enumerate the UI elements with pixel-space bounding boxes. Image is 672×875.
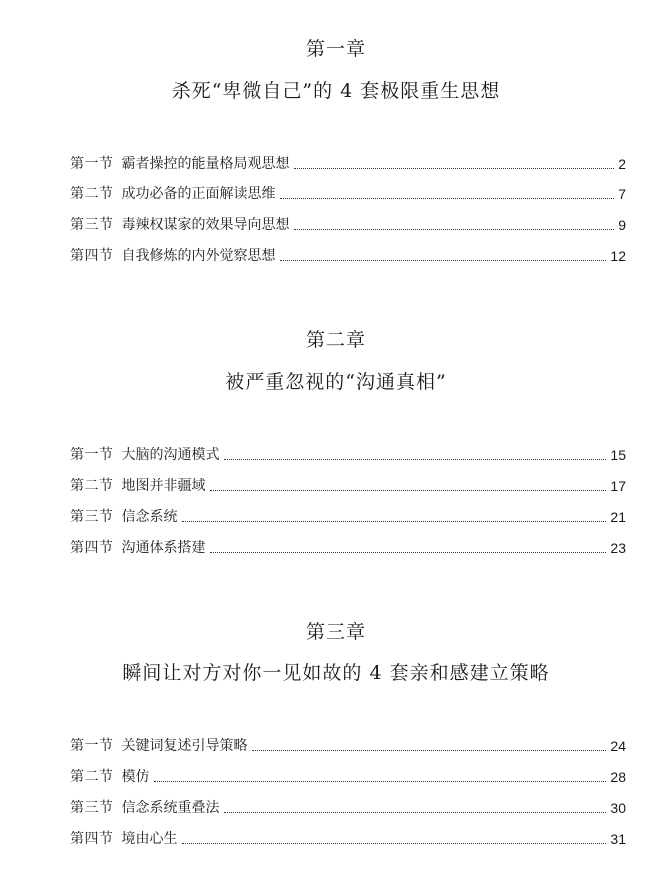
toc-entry[interactable] <box>70 798 626 818</box>
section-number: 第二节 <box>70 769 114 785</box>
toc-entry[interactable] <box>70 215 626 235</box>
page-number: 15 <box>610 447 626 463</box>
section-number: 第四节 <box>70 248 114 264</box>
section-number: 第二节 <box>70 478 114 494</box>
dot-leader <box>224 812 607 813</box>
dot-leader <box>252 750 607 751</box>
section-number: 第二节 <box>70 186 114 202</box>
toc-entry[interactable] <box>70 538 626 558</box>
section-number: 第一节 <box>70 447 114 463</box>
section-number: 第三节 <box>70 800 114 816</box>
toc-entry[interactable] <box>70 829 626 849</box>
dot-leader <box>280 198 615 199</box>
section-title: 信念系统重叠法 <box>121 800 220 816</box>
section-title: 关键词复述引导策略 <box>121 738 248 754</box>
section-number: 第一节 <box>70 156 114 172</box>
section-number: 第三节 <box>70 217 114 233</box>
page-number: 17 <box>610 478 626 494</box>
section-title: 沟通体系搭建 <box>121 540 206 556</box>
dot-leader <box>210 490 607 491</box>
section-number: 第一节 <box>70 738 114 754</box>
toc-entry[interactable] <box>70 154 626 174</box>
chapter-3-title: 瞬间让对方对你一见如故的 4 套亲和感建立策略 <box>122 662 550 684</box>
section-title: 毒辣权谋家的效果导向思想 <box>121 217 290 233</box>
page-number: 21 <box>610 509 626 525</box>
section-title: 信念系统 <box>121 509 178 525</box>
page-number: 7 <box>618 186 626 202</box>
toc-entry[interactable] <box>70 767 626 787</box>
section-title: 成功必备的正面解读思维 <box>121 186 276 202</box>
toc-entry[interactable] <box>70 246 626 266</box>
chapter-1-title: 杀死“卑微自己”的 4 套极限重生思想 <box>171 80 501 102</box>
page-number: 12 <box>610 248 626 264</box>
toc-entry[interactable] <box>70 445 626 465</box>
section-title: 霸者操控的能量格局观思想 <box>121 156 290 172</box>
dot-leader <box>224 459 607 460</box>
toc-entry[interactable] <box>70 507 626 527</box>
chapter-1-label: 第一章 <box>305 38 366 60</box>
section-title: 境由心生 <box>121 831 178 847</box>
page-number: 2 <box>618 156 626 172</box>
dot-leader <box>280 260 607 261</box>
chapter-2-label: 第二章 <box>305 329 366 351</box>
dot-leader <box>182 521 607 522</box>
page-number: 23 <box>610 540 626 556</box>
page-number: 30 <box>610 800 626 816</box>
toc-entry[interactable] <box>70 476 626 496</box>
chapter-2-title: 被严重忽视的“沟通真相” <box>225 371 447 393</box>
section-number: 第三节 <box>70 509 114 525</box>
toc-entry[interactable] <box>70 184 626 204</box>
section-number: 第四节 <box>70 831 114 847</box>
chapter-3-label: 第三章 <box>305 621 366 643</box>
section-number: 第四节 <box>70 540 114 556</box>
dot-leader <box>182 843 607 844</box>
page-number: 28 <box>610 769 626 785</box>
section-title: 地图并非疆域 <box>121 478 206 494</box>
toc-entry[interactable] <box>70 736 626 756</box>
section-title: 大脑的沟通模式 <box>121 447 220 463</box>
page-number: 9 <box>618 217 626 233</box>
dot-leader <box>294 229 615 230</box>
section-title: 模仿 <box>121 769 150 785</box>
section-title: 自我修炼的内外觉察思想 <box>121 248 276 264</box>
page-number: 31 <box>610 831 626 847</box>
dot-leader <box>154 781 607 782</box>
dot-leader <box>294 168 615 169</box>
dot-leader <box>210 552 607 553</box>
page-number: 24 <box>610 738 626 754</box>
